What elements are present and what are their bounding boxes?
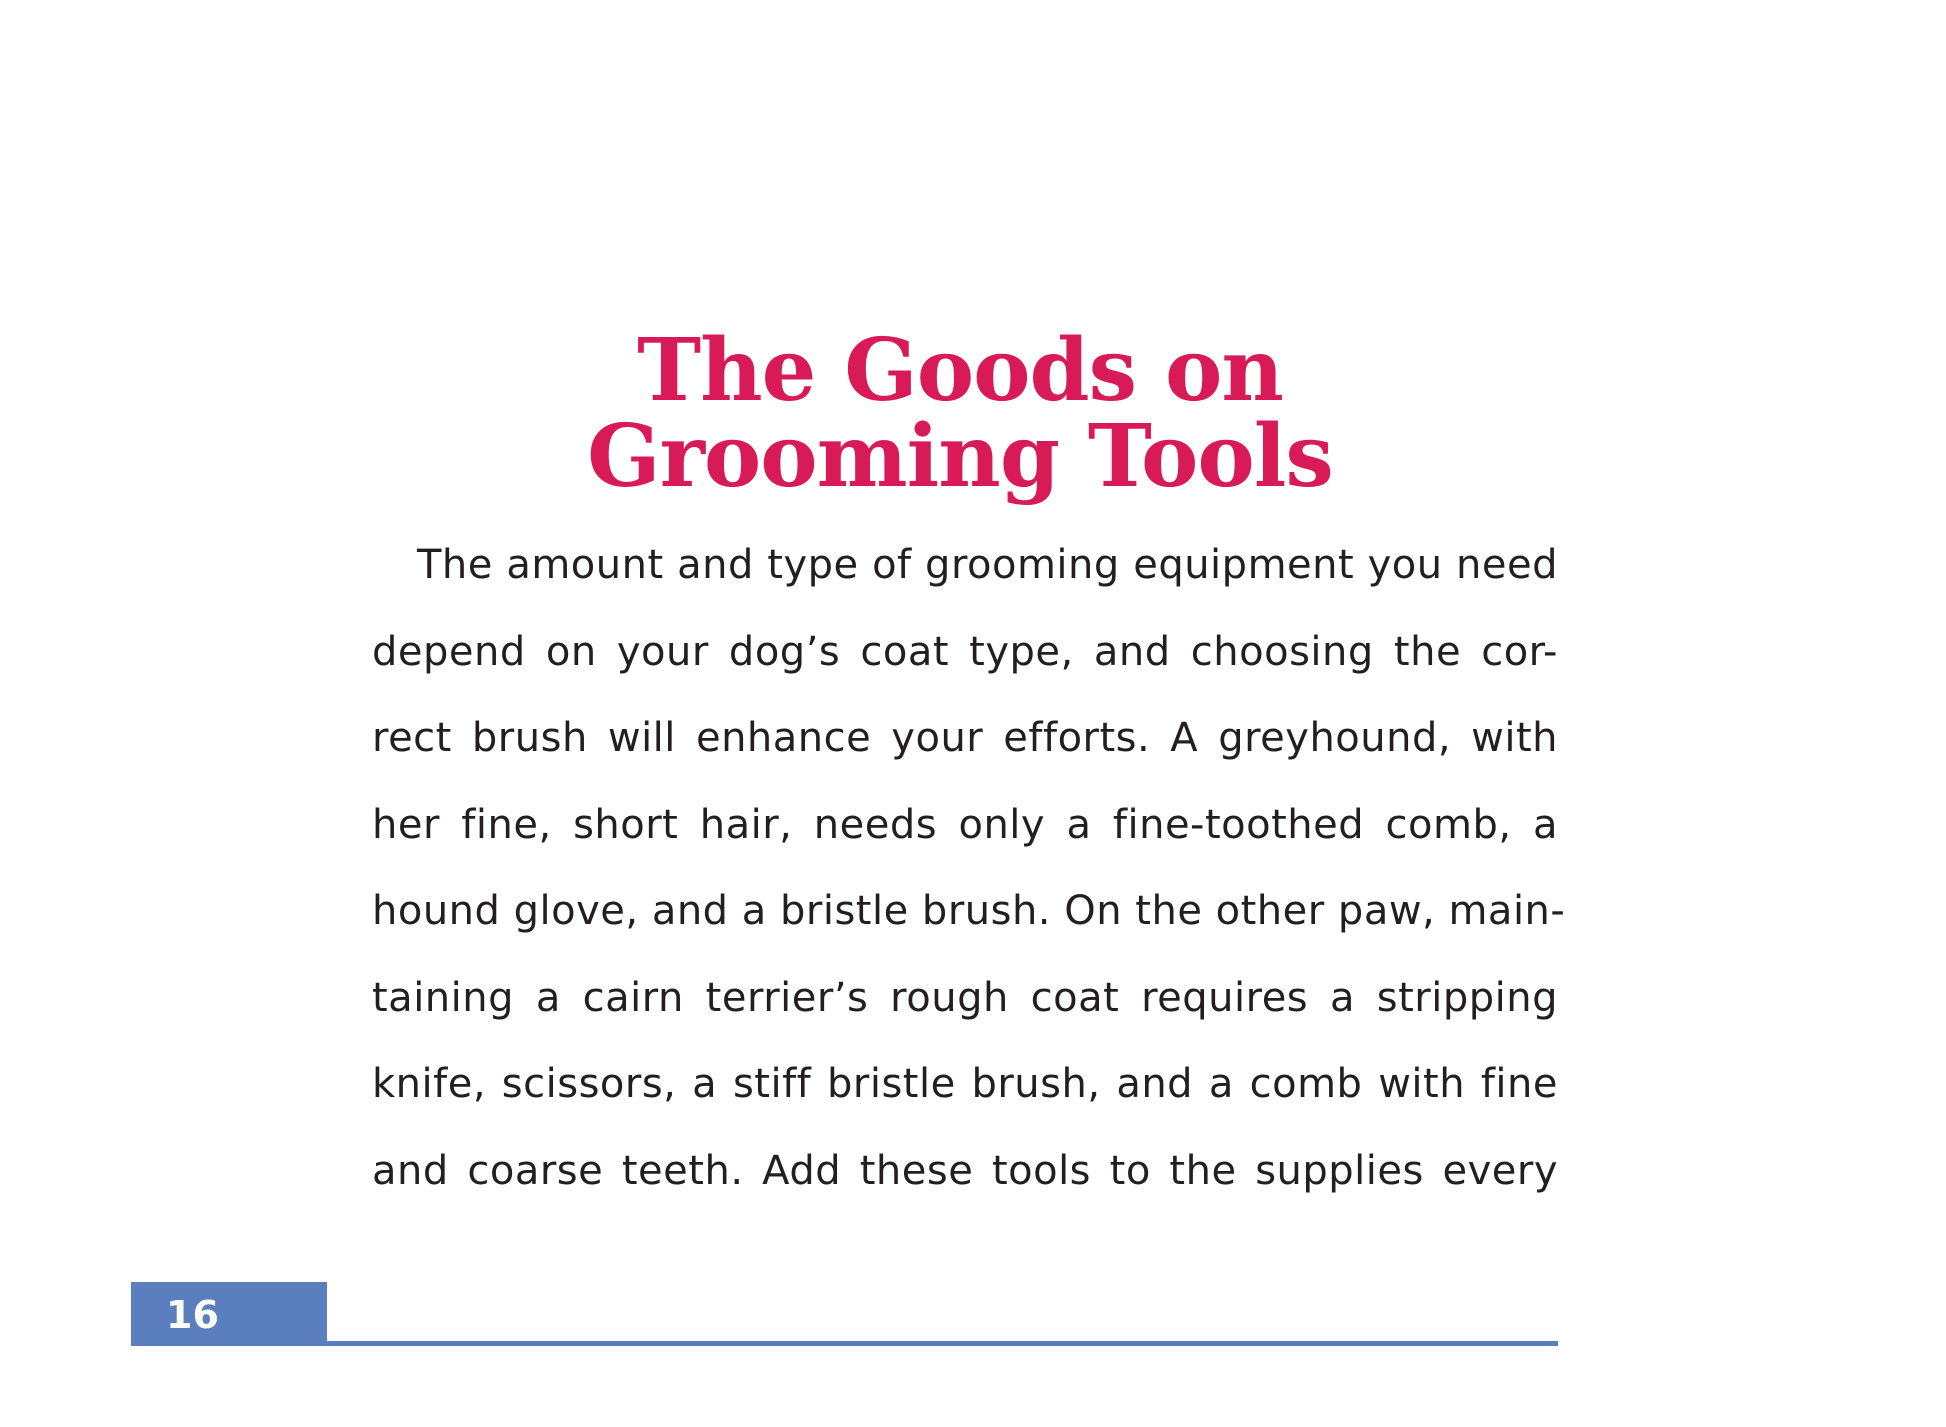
page-number-tab xyxy=(131,1282,327,1346)
page-number: 16 xyxy=(166,1293,219,1337)
body-paragraph xyxy=(372,522,1566,1214)
body-line-2: depend on your dog’s coat type, and choosing the cor- xyxy=(372,628,1558,675)
chapter-title-line-2: Grooming Tools xyxy=(587,405,1333,507)
body-line-3: rect brush will enhance your efforts. A greyhound, with xyxy=(372,715,1558,761)
body-line-5: hound glove, and a bristle brush. On the other paw, main- xyxy=(372,888,1566,934)
body-line-8: and coarse teeth. Add these tools to the supplies every xyxy=(372,1147,1558,1194)
body-line-1: The amount and type of grooming equipment you need xyxy=(417,542,1558,588)
footer-rule xyxy=(131,1341,1558,1346)
chapter-title-line-1: The Goods on xyxy=(637,319,1283,421)
body-line-6: taining a cairn terrier’s rough coat requires a stripping xyxy=(372,974,1558,1021)
body-line-7: knife, scissors, a stiff bristle brush, and a comb with fine xyxy=(372,1061,1558,1107)
body-line-4: her fine, short hair, needs only a fine-toothed comb, a xyxy=(372,801,1558,848)
chapter-title xyxy=(370,319,1550,507)
